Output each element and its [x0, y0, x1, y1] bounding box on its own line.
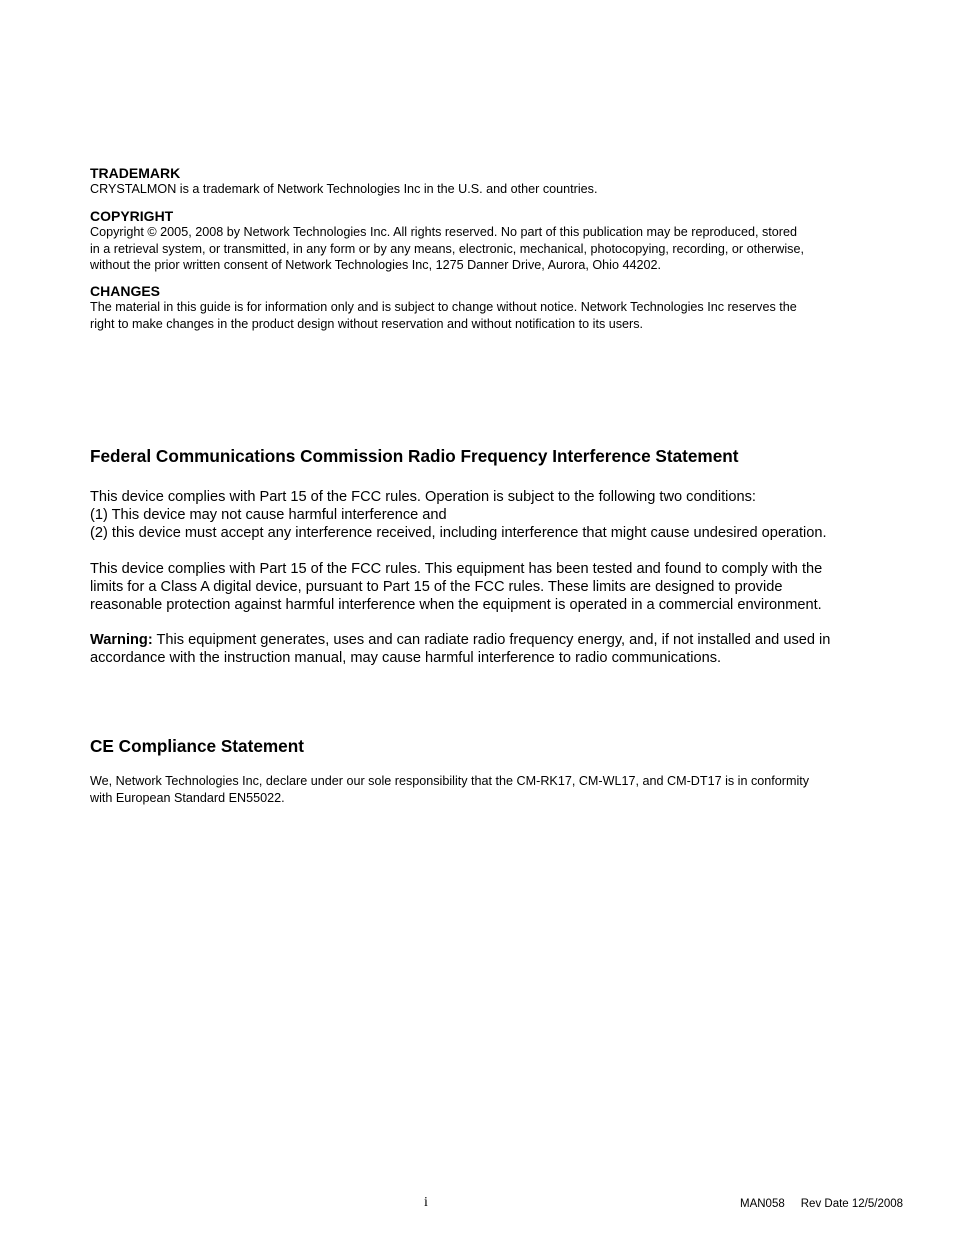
copyright-text	[90, 224, 804, 274]
fcc-warning-line: accordance with the instruction manual, may cause harmful interference to radio communications.	[90, 650, 722, 666]
fcc-line: This device complies with Part 15 of the FCC rules. Operation is subject to the following two conditions:	[90, 489, 756, 505]
copyright-line: in a retrieval system, or transmitted, in any form or by any means, electronic, mechanical, photocopying, recording, or otherwise,	[90, 241, 804, 256]
fcc-line: (1) This device may not cause harmful interference and	[90, 507, 447, 523]
fcc-warning-line	[90, 631, 830, 649]
copyright-line: without the prior written consent of Network Technologies Inc, 1275 Danner Drive, Aurora, Ohio 44202.	[90, 258, 661, 272]
ce-heading: CE Compliance Statement	[90, 736, 304, 756]
fcc-line: This device complies with Part 15 of the FCC rules. This equipment has been tested and found to comply with the	[90, 561, 823, 577]
fcc-line: (2) this device must accept any interference received, including interference that might cause undesired operation.	[90, 525, 827, 541]
copyright-line: Copyright © 2005, 2008 by Network Technologies Inc. All rights reserved. No part of this publication may be reproduced, stored	[90, 225, 797, 239]
fcc-line: limits for a Class A digital device, pursuant to Part 15 of the FCC rules. These limits are designed to provide	[90, 579, 783, 595]
warning-label: Warning:	[90, 632, 153, 648]
changes-line: right to make changes in the product design without reservation and without notification to its users.	[90, 316, 644, 331]
ce-line: We, Network Technologies Inc, declare under our sole responsibility that the CM-RK17, CM-WL17, and CM-DT17 is in conformity	[90, 774, 810, 788]
trademark-heading: TRADEMARK	[90, 165, 181, 181]
ce-line: with European Standard EN55022.	[90, 790, 285, 805]
changes-line: The material in this guide is for information only and is subject to change without notice. Network Technologies Inc reserves the	[90, 300, 797, 314]
fcc-line: reasonable protection against harmful interference when the equipment is operated in a commercial environment.	[90, 597, 822, 613]
footer-revision	[740, 1197, 903, 1211]
trademark-text: CRYSTALMON is a trademark of Network Technologies Inc in the U.S. and other countries.	[90, 182, 598, 196]
changes-heading: CHANGES	[90, 283, 161, 299]
ce-text	[90, 773, 809, 806]
warning-text: This equipment generates, uses and can radiate radio frequency energy, and, if not installed and used in	[152, 632, 831, 648]
fcc-class-a	[90, 560, 822, 614]
rev-date: Rev Date 12/5/2008	[800, 1198, 904, 1210]
page-number: i	[424, 1195, 428, 1210]
manual-id: MAN058	[740, 1198, 785, 1210]
fcc-conditions	[90, 488, 827, 542]
copyright-heading: COPYRIGHT	[90, 208, 174, 224]
changes-text	[90, 299, 797, 332]
fcc-warning	[90, 631, 830, 667]
fcc-heading: Federal Communications Commission Radio Frequency Interference Statement	[90, 446, 739, 466]
